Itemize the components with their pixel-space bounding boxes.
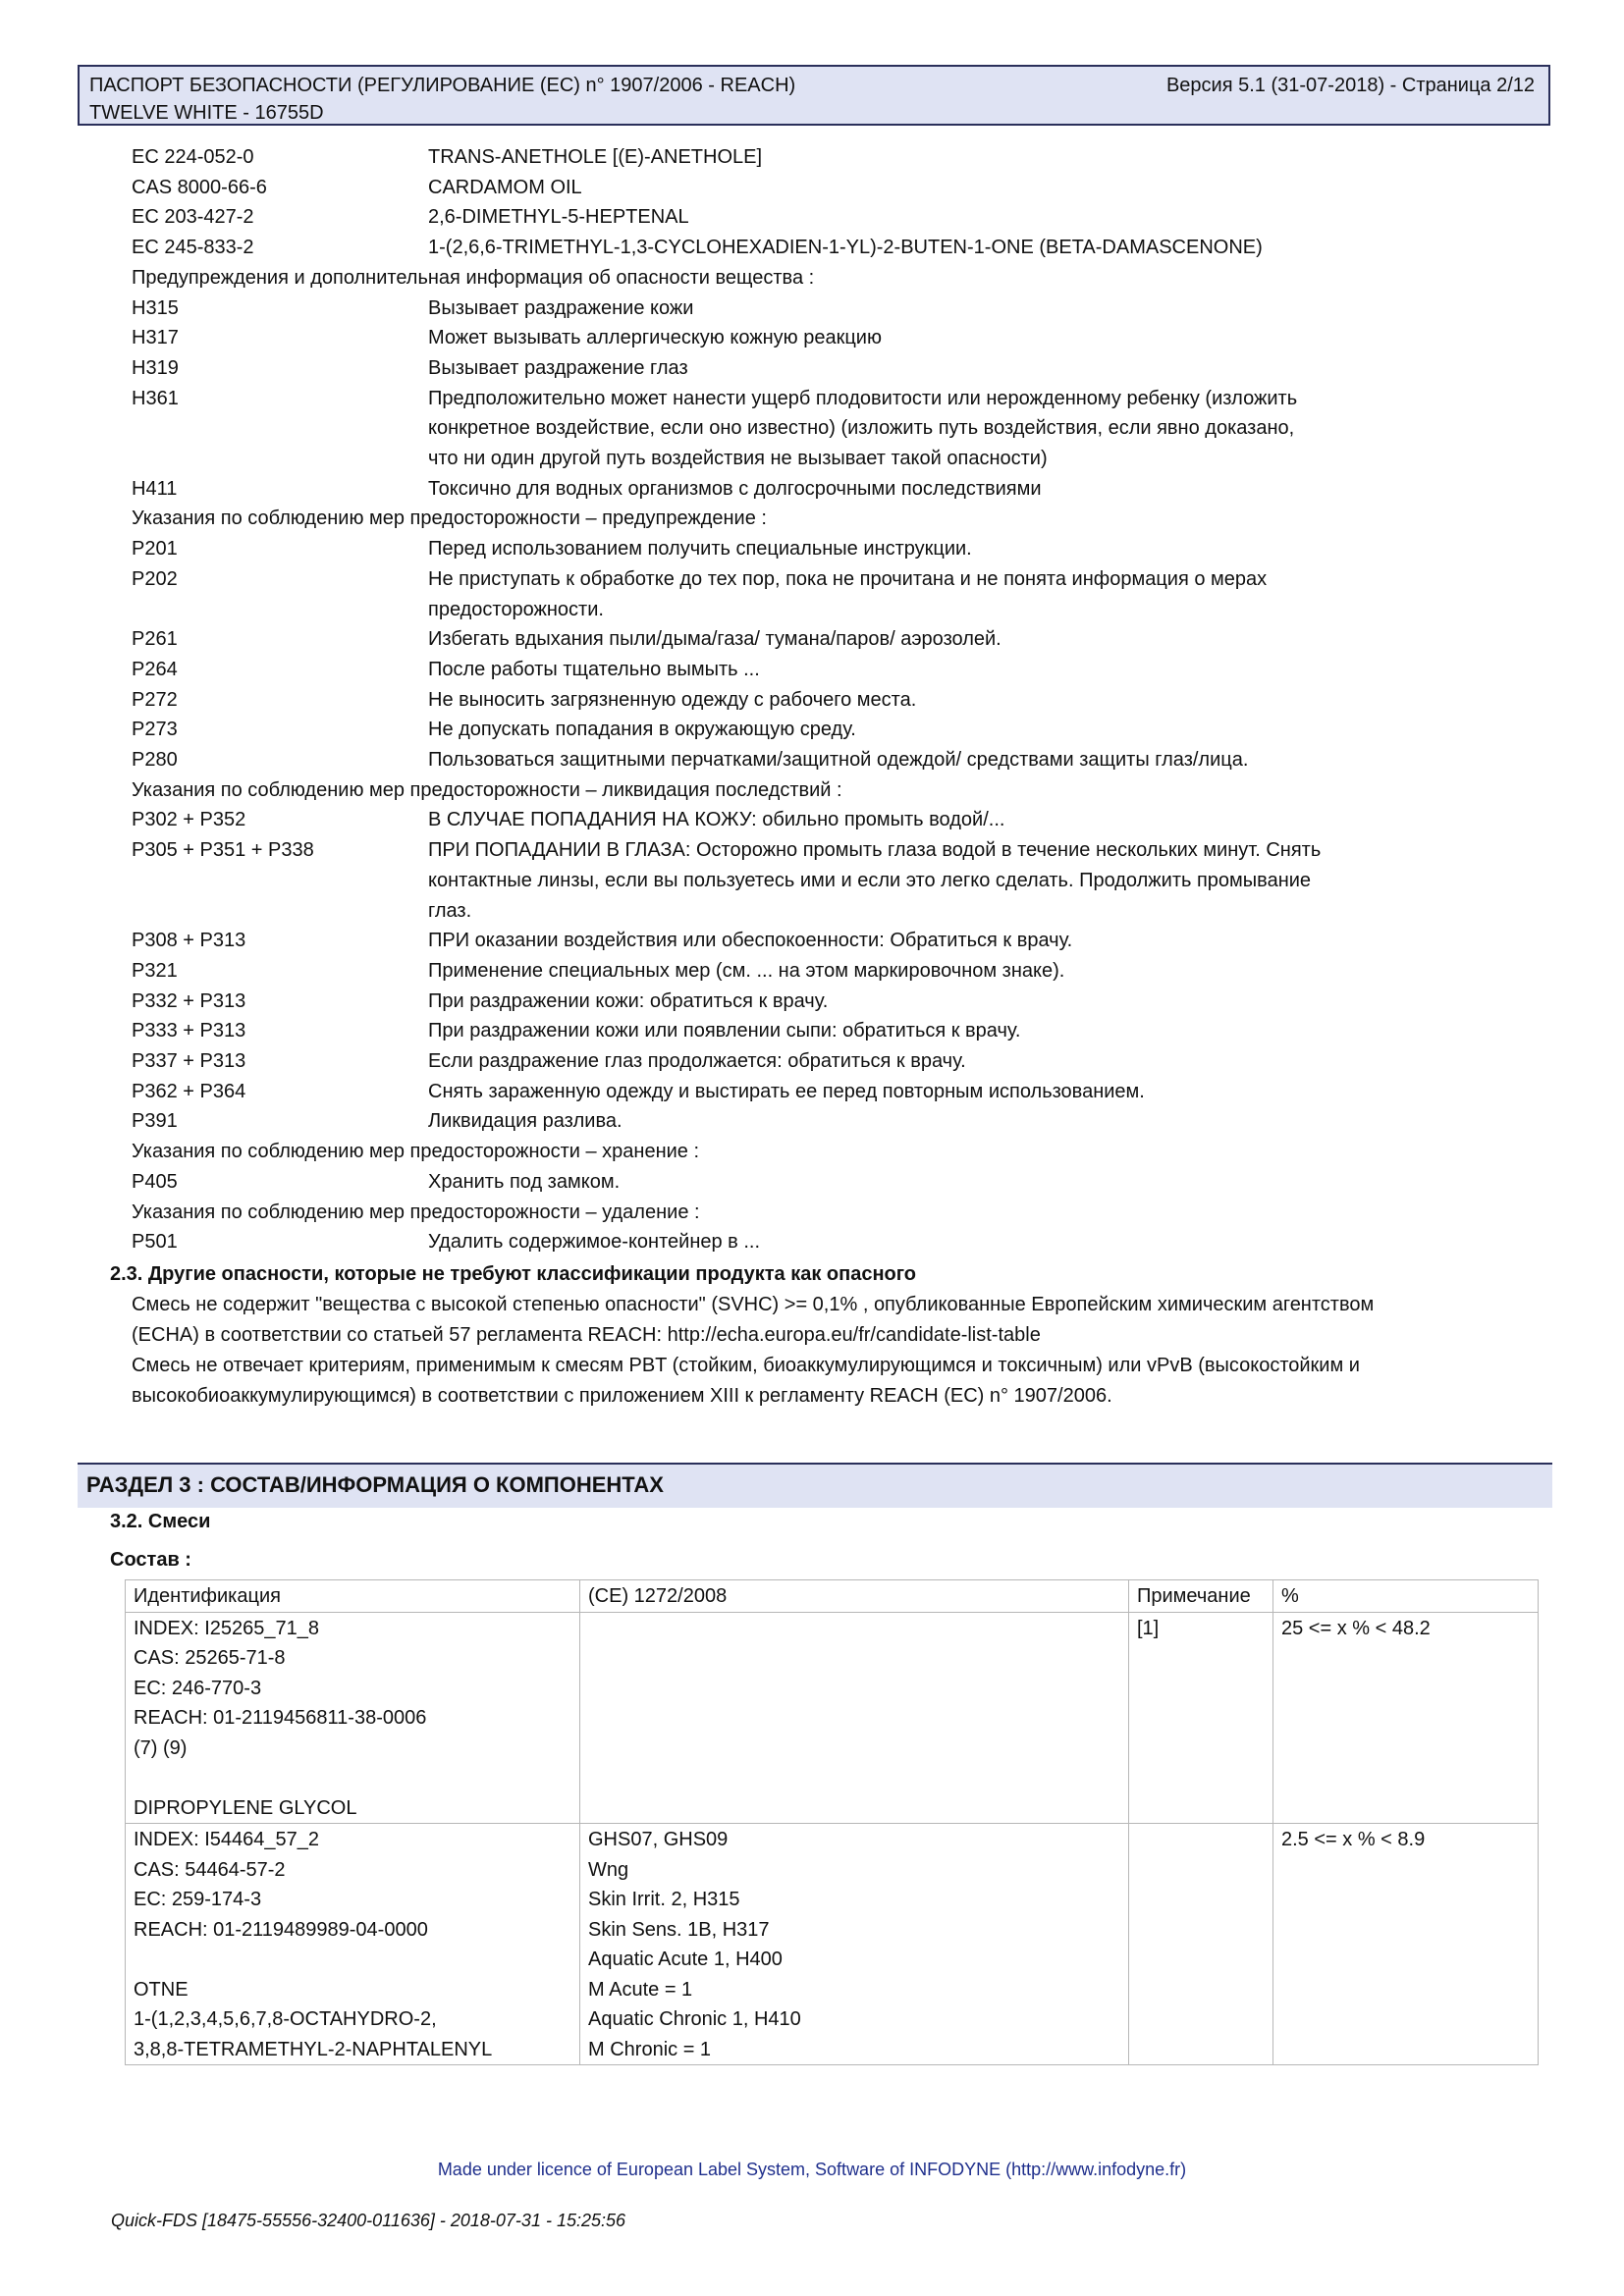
identification-cell bbox=[126, 1824, 580, 2065]
statement-code: P305 + P351 + P338 bbox=[132, 839, 314, 862]
statement-text: Предположительно может нанести ущерб плодовитости или нерожденному ребенку (изложить bbox=[428, 387, 1298, 409]
statement-text: Вызывает раздражение глаз bbox=[428, 356, 688, 379]
statement-code: P362 + P364 bbox=[132, 1080, 246, 1102]
statement-code: P272 bbox=[132, 688, 178, 711]
cell-line: Wng bbox=[588, 1858, 629, 1881]
statement-text: Может вызывать аллергическую кожную реакцию bbox=[428, 327, 882, 349]
table-row bbox=[126, 1612, 1539, 1824]
cell-line bbox=[134, 1763, 571, 1793]
note-cell bbox=[1129, 1612, 1273, 1824]
statement-code: P261 bbox=[132, 628, 178, 651]
statement-code: P391 bbox=[132, 1110, 178, 1133]
cell-line: 1-(1,2,3,4,5,6,7,8-OCTAHYDRO-2, bbox=[134, 2008, 437, 2030]
statement-text: Если раздражение глаз продолжается: обратиться к врачу. bbox=[428, 1050, 966, 1072]
statement-text: Удалить содержимое-контейнер в ... bbox=[428, 1231, 761, 1254]
statement-text: Токсично для водных организмов с долгосрочными последствиями bbox=[428, 477, 1042, 500]
cell-line: REACH: 01-2119489989-04-0000 bbox=[134, 1918, 428, 1941]
cell-line: (7) (9) bbox=[134, 1736, 188, 1759]
header-identification: Идентификация bbox=[126, 1580, 580, 1613]
statement-text: глаз. bbox=[428, 899, 472, 922]
statement-text: После работы тщательно вымыть ... bbox=[428, 658, 760, 680]
statement-code: EC 245-833-2 bbox=[132, 237, 254, 259]
cell-line: Aquatic Chronic 1, H410 bbox=[588, 2008, 801, 2030]
statement-group-heading-text: Указания по соблюдению мер предосторожности – предупреждение : bbox=[132, 507, 767, 530]
cell-line: Skin Irrit. 2, H315 bbox=[588, 1889, 740, 1910]
cell-line: 2.5 <= x % < 8.9 bbox=[1281, 1829, 1426, 1850]
statement-text: TRANS-ANETHOLE [(E)-ANETHOLE] bbox=[428, 146, 763, 168]
statement-code: P405 bbox=[132, 1170, 178, 1193]
statement-text: CARDAMOM OIL bbox=[428, 176, 582, 198]
cell-line: INDEX: I54464_57_2 bbox=[134, 1829, 320, 1850]
cell-line: 3,8,8-TETRAMETHYL-2-NAPHTALENYL bbox=[134, 2038, 493, 2060]
cell-line: CAS: 54464-57-2 bbox=[134, 1858, 286, 1881]
statement-code: P321 bbox=[132, 959, 178, 982]
other-hazards-line: (ECHA) в соответствии со статьей 57 регламента REACH: http://echa.europa.eu/fr/candidate-list-table bbox=[132, 1323, 1041, 1346]
statement-code: EC 224-052-0 bbox=[132, 146, 254, 168]
cell-line: M Chronic = 1 bbox=[588, 2038, 712, 2060]
statement-text: В СЛУЧАЕ ПОПАДАНИЯ НА КОЖУ: обильно промыть водой/... bbox=[428, 809, 1005, 831]
statement-text: Вызывает раздражение кожи bbox=[428, 296, 694, 319]
cell-line: M Acute = 1 bbox=[588, 1978, 693, 2001]
cell-line: Aquatic Acute 1, H400 bbox=[588, 1949, 783, 1970]
statement-group-heading-text: Указания по соблюдению мер предосторожности – удаление : bbox=[132, 1201, 700, 1223]
document-title: ПАСПОРТ БЕЗОПАСНОСТИ (РЕГУЛИРОВАНИЕ (ЕС) n° 1907/2006 - REACH) bbox=[89, 75, 796, 96]
clp-cell bbox=[580, 1612, 1129, 1824]
statement-text: предосторожности. bbox=[428, 598, 604, 620]
statement-text: конкретное воздействие, если оно известно) (изложить путь воздействия, если явно доказано, bbox=[428, 417, 1295, 440]
statement-code: H315 bbox=[132, 296, 179, 319]
statement-text: Избегать вдыхания пыли/дыма/газа/ тумана/паров/ аэрозолей. bbox=[428, 628, 1001, 651]
statement-code: P201 bbox=[132, 538, 178, 561]
statement-text: ПРИ ПОПАДАНИИ В ГЛАЗА: Осторожно промыть глаза водой в течение нескольких минут. Снять bbox=[428, 839, 1322, 862]
cell-line: Skin Sens. 1B, H317 bbox=[588, 1918, 770, 1941]
cell-line: GHS07, GHS09 bbox=[588, 1829, 729, 1850]
statement-text: 1-(2,6,6-TRIMETHYL-1,3-CYCLOHEXADIEN-1-YL)-2-BUTEN-1-ONE (BETA-DAMASCENONE) bbox=[428, 237, 1263, 259]
header-percent: % bbox=[1273, 1580, 1539, 1613]
statement-code: EC 203-427-2 bbox=[132, 206, 254, 229]
cell-line: [1] bbox=[1137, 1617, 1160, 1639]
statement-text: Перед использованием получить специальные инструкции. bbox=[428, 538, 972, 561]
statement-text: Не приступать к обработке до тех пор, пока не прочитана и не понята информация о мерах bbox=[428, 567, 1268, 590]
statement-text: Не выносить загрязненную одежду с рабочего места. bbox=[428, 688, 917, 711]
statement-text: При раздражении кожи или появлении сыпи: обратиться к врачу. bbox=[428, 1020, 1021, 1042]
document-header bbox=[78, 65, 1550, 126]
other-hazards-line: Смесь не содержит "вещества с высокой степенью опасности" (SVHC) >= 0,1% , опубликованные Европейским химическим агентством bbox=[132, 1293, 1375, 1315]
cell-line: DIPROPYLENE GLYCOL bbox=[134, 1796, 357, 1819]
product-name: TWELVE WHITE - 16755D bbox=[89, 102, 324, 124]
statement-code: CAS 8000-66-6 bbox=[132, 176, 267, 198]
identification-cell bbox=[126, 1612, 580, 1824]
statement-code: P273 bbox=[132, 719, 178, 741]
statement-text: Ликвидация разлива. bbox=[428, 1110, 623, 1133]
statement-text: Применение специальных мер (см. ... на этом маркировочном знаке). bbox=[428, 959, 1065, 982]
statement-text: контактные линзы, если вы пользуетесь ими и если это легко сделать. Продолжить промывание bbox=[428, 869, 1312, 891]
other-hazards-title: 2.3. Другие опасности, которые не требуют классификации продукта как опасного bbox=[110, 1262, 917, 1285]
cell-line: OTNE bbox=[134, 1978, 189, 2001]
table-row bbox=[126, 1824, 1539, 2065]
composition-label: Состав : bbox=[110, 1549, 191, 1571]
statement-code: P264 bbox=[132, 658, 178, 680]
statement-code: P337 + P313 bbox=[132, 1050, 246, 1072]
statement-code: P501 bbox=[132, 1231, 178, 1254]
statement-text: Снять зараженную одежду и выстирать ее перед повторным использованием. bbox=[428, 1080, 1145, 1102]
header-note: Примечание bbox=[1129, 1580, 1273, 1613]
statement-text: При раздражении кожи: обратиться к врачу. bbox=[428, 989, 829, 1012]
statement-code: P302 + P352 bbox=[132, 809, 246, 831]
cell-line: 25 <= x % < 48.2 bbox=[1281, 1617, 1431, 1639]
cell-line bbox=[134, 1945, 571, 1975]
statement-code: H361 bbox=[132, 387, 179, 409]
statement-code: P333 + P313 bbox=[132, 1020, 246, 1042]
subsection-mixtures: 3.2. Смеси bbox=[110, 1511, 211, 1532]
statement-code: H317 bbox=[132, 327, 179, 349]
composition-table bbox=[125, 1579, 1539, 2065]
statement-text: Пользоваться защитными перчатками/защитной одеждой/ средствами защиты глаз/лица. bbox=[428, 749, 1249, 771]
statement-code: P280 bbox=[132, 749, 178, 771]
other-hazards-line: высокобиоаккумулирующимся) в соответствии с приложением XIII к регламенту REACH (EC) n° 1907/2006. bbox=[132, 1384, 1112, 1407]
percent-cell bbox=[1273, 1824, 1539, 2065]
version-page-label: Версия 5.1 (31-07-2018) - Страница 2/12 bbox=[1165, 75, 1535, 96]
percent-cell bbox=[1273, 1612, 1539, 1824]
statement-text: Хранить под замком. bbox=[428, 1170, 621, 1193]
clp-cell bbox=[580, 1824, 1129, 2065]
cell-line: INDEX: I25265_71_8 bbox=[134, 1617, 320, 1639]
cell-line: EC: 259-174-3 bbox=[134, 1889, 262, 1910]
quick-fds-id: Quick-FDS [18475-55556-32400-011636] - 2018-07-31 - 15:25:56 bbox=[111, 2211, 626, 2230]
statement-text: Не допускать попадания в окружающую среду. bbox=[428, 719, 856, 741]
statement-text: 2,6-DIMETHYL-5-HEPTENAL bbox=[428, 206, 689, 229]
statement-code: H411 bbox=[132, 477, 178, 500]
statement-code: P332 + P313 bbox=[132, 989, 246, 1012]
table-header-row bbox=[126, 1580, 1539, 1613]
section-3-title: РАЗДЕЛ 3 : СОСТАВ/ИНФОРМАЦИЯ О КОМПОНЕНТАХ bbox=[86, 1472, 664, 1497]
note-cell bbox=[1129, 1824, 1273, 2065]
header-clp: (CE) 1272/2008 bbox=[580, 1580, 1129, 1613]
statement-group-heading-text: Указания по соблюдению мер предосторожности – ликвидация последствий : bbox=[132, 778, 842, 801]
statement-group-heading-text: Предупреждения и дополнительная информация об опасности вещества : bbox=[132, 266, 815, 289]
statement-text: что ни один другой путь воздействия не вызывает такой опасности) bbox=[428, 448, 1048, 469]
statement-code: P308 + P313 bbox=[132, 930, 246, 952]
licence-link[interactable]: Made under licence of European Label System, Software of INFODYNE (http://www.infodyne.fr) bbox=[437, 2160, 1187, 2179]
section-3-header bbox=[78, 1463, 1552, 1508]
other-hazards-line: Смесь не отвечает критериям, применимым к смесям PBT (стойким, биоаккумулирующимся и токсичным) или vPvB (высокостойким и bbox=[132, 1354, 1360, 1376]
cell-line: CAS: 25265-71-8 bbox=[134, 1647, 286, 1669]
statement-code: H319 bbox=[132, 356, 179, 379]
cell-line: EC: 246-770-3 bbox=[134, 1677, 262, 1699]
cell-line: REACH: 01-2119456811-38-0006 bbox=[134, 1707, 427, 1729]
statement-code: P202 bbox=[132, 567, 178, 590]
statement-group-heading-text: Указания по соблюдению мер предосторожности – хранение : bbox=[132, 1141, 700, 1163]
statement-text: ПРИ оказании воздействия или обеспокоенности: Обратиться к врачу. bbox=[428, 930, 1073, 952]
